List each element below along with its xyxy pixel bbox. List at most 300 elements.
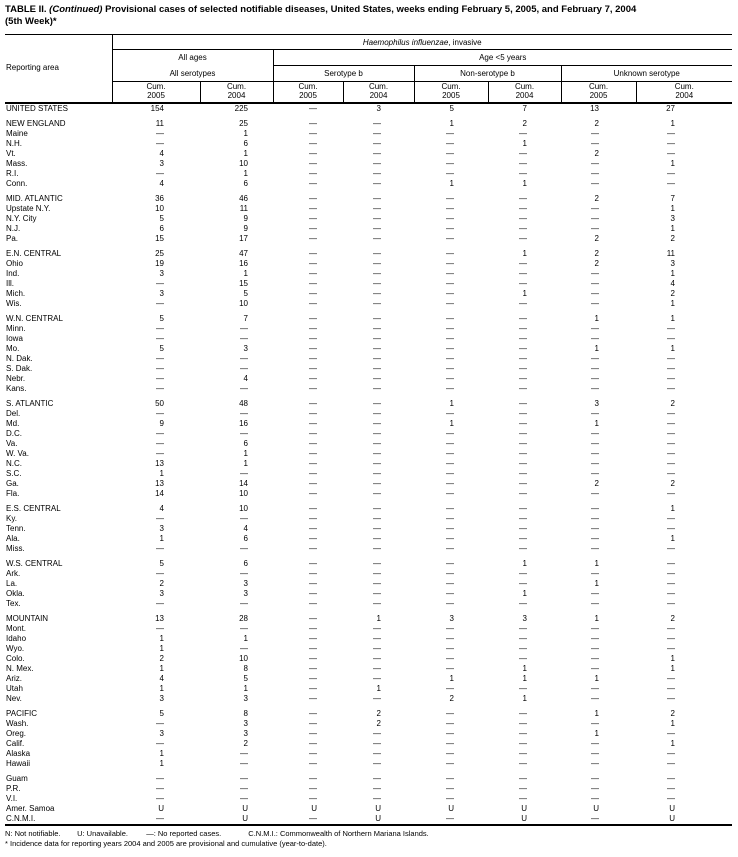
- reporting-area-cell: N. Dak.: [6, 354, 33, 363]
- value-cell: —: [373, 344, 381, 353]
- value-cell: —: [446, 709, 454, 718]
- value-cell: —: [667, 334, 675, 343]
- value-cell: —: [240, 599, 248, 608]
- value-cell: —: [309, 729, 317, 738]
- value-cell: —: [591, 354, 599, 363]
- reporting-area-cell: Miss.: [6, 544, 25, 553]
- value-cell: —: [519, 534, 527, 543]
- table-title: [5, 4, 735, 28]
- value-cell: —: [591, 664, 599, 673]
- value-cell: —: [373, 299, 381, 308]
- value-cell: —: [446, 429, 454, 438]
- value-cell: —: [309, 214, 317, 223]
- value-cell: —: [667, 674, 675, 683]
- value-cell: —: [309, 514, 317, 523]
- value-cell: —: [446, 234, 454, 243]
- table-row: [5, 384, 732, 394]
- reporting-area-cell: W.S. CENTRAL: [6, 559, 63, 568]
- value-cell: 47: [239, 249, 248, 258]
- table-row: [5, 719, 732, 729]
- value-cell: —: [240, 354, 248, 363]
- table-row: [5, 299, 732, 309]
- value-cell: —: [373, 739, 381, 748]
- value-cell: —: [519, 794, 527, 803]
- table-row: [5, 119, 732, 129]
- value-cell: —: [519, 579, 527, 588]
- value-cell: —: [446, 739, 454, 748]
- value-cell: —: [667, 644, 675, 653]
- value-cell: 2: [594, 479, 599, 488]
- value-cell: —: [667, 749, 675, 758]
- value-cell: —: [446, 159, 454, 168]
- value-cell: —: [519, 334, 527, 343]
- value-cell: 5: [243, 289, 248, 298]
- value-cell: —: [446, 634, 454, 643]
- table-row: [5, 364, 732, 374]
- value-cell: 2: [594, 234, 599, 243]
- value-cell: 1: [594, 674, 599, 683]
- value-cell: —: [446, 569, 454, 578]
- value-cell: —: [667, 589, 675, 598]
- value-cell: —: [309, 654, 317, 663]
- value-cell: —: [373, 664, 381, 673]
- value-cell: 15: [155, 234, 164, 243]
- value-cell: —: [309, 364, 317, 373]
- value-cell: —: [373, 759, 381, 768]
- value-cell: —: [667, 684, 675, 693]
- reporting-area-cell: Ariz.: [6, 674, 22, 683]
- value-cell: 1: [670, 119, 675, 128]
- value-cell: —: [591, 469, 599, 478]
- table-row: [5, 439, 732, 449]
- value-cell: —: [309, 119, 317, 128]
- value-cell: 3: [670, 214, 675, 223]
- table-row: [5, 784, 732, 794]
- value-cell: —: [591, 534, 599, 543]
- value-cell: —: [309, 504, 317, 513]
- value-cell: 3: [522, 614, 527, 623]
- value-cell: —: [373, 259, 381, 268]
- reporting-area-cell: Mont.: [6, 624, 27, 633]
- value-cell: —: [156, 784, 164, 793]
- value-cell: —: [667, 384, 675, 393]
- value-cell: 3: [159, 159, 164, 168]
- value-cell: —: [373, 399, 381, 408]
- value-cell: 154: [150, 104, 164, 113]
- value-cell: 1: [594, 614, 599, 623]
- value-cell: —: [446, 354, 454, 363]
- value-cell: —: [667, 559, 675, 568]
- value-cell: 4: [243, 374, 248, 383]
- value-cell: 1: [243, 459, 248, 468]
- value-cell: —: [309, 234, 317, 243]
- value-cell: —: [309, 249, 317, 258]
- value-cell: —: [373, 384, 381, 393]
- value-cell: 1: [670, 224, 675, 233]
- reporting-area-cell: Ky.: [6, 514, 17, 523]
- value-cell: —: [156, 354, 164, 363]
- value-cell: 4: [159, 179, 164, 188]
- value-cell: —: [667, 729, 675, 738]
- value-cell: —: [446, 214, 454, 223]
- value-cell: —: [373, 179, 381, 188]
- table-row: [5, 314, 732, 324]
- value-cell: 48: [239, 399, 248, 408]
- reporting-area-cell: NEW ENGLAND: [6, 119, 66, 128]
- value-cell: 1: [243, 449, 248, 458]
- table-row: [5, 409, 732, 419]
- value-cell: —: [309, 534, 317, 543]
- value-cell: —: [309, 449, 317, 458]
- value-cell: —: [519, 259, 527, 268]
- value-cell: —: [519, 749, 527, 758]
- value-cell: —: [373, 249, 381, 258]
- value-cell: —: [446, 279, 454, 288]
- value-cell: —: [373, 354, 381, 363]
- table-row: [5, 624, 732, 634]
- value-cell: 2: [449, 694, 454, 703]
- col-header-cum-2004: Cum. 2004: [636, 82, 732, 104]
- value-cell: —: [309, 489, 317, 498]
- value-cell: —: [373, 749, 381, 758]
- value-cell: 10: [239, 299, 248, 308]
- value-cell: —: [519, 204, 527, 213]
- reporting-area-cell: P.R.: [6, 784, 21, 793]
- reporting-area-cell: Ohio: [6, 259, 23, 268]
- value-cell: —: [373, 729, 381, 738]
- value-cell: —: [309, 674, 317, 683]
- table-row: [5, 674, 732, 684]
- subgroup-non-serotype-b: Non-serotype b: [414, 66, 561, 82]
- value-cell: —: [667, 784, 675, 793]
- value-cell: 4: [159, 149, 164, 158]
- value-cell: —: [446, 409, 454, 418]
- value-cell: —: [446, 314, 454, 323]
- table-row: [5, 814, 732, 825]
- table-row: [5, 599, 732, 609]
- value-cell: —: [446, 269, 454, 278]
- reporting-area-cell: Wis.: [6, 299, 22, 308]
- reporting-area-cell: C.N.M.I.: [6, 814, 36, 823]
- value-cell: —: [309, 354, 317, 363]
- value-cell: U: [311, 804, 317, 813]
- value-cell: —: [591, 654, 599, 663]
- value-cell: —: [446, 784, 454, 793]
- value-cell: 10: [239, 159, 248, 168]
- value-cell: —: [667, 409, 675, 418]
- value-cell: 3: [594, 399, 599, 408]
- value-cell: —: [591, 739, 599, 748]
- value-cell: —: [240, 334, 248, 343]
- value-cell: —: [446, 299, 454, 308]
- value-cell: —: [373, 559, 381, 568]
- value-cell: —: [446, 749, 454, 758]
- value-cell: —: [446, 489, 454, 498]
- value-cell: —: [373, 374, 381, 383]
- value-cell: 1: [159, 534, 164, 543]
- value-cell: 225: [234, 104, 248, 113]
- value-cell: —: [309, 794, 317, 803]
- continued-label: (Continued): [49, 4, 103, 15]
- value-cell: 4: [159, 504, 164, 513]
- value-cell: —: [309, 469, 317, 478]
- value-cell: —: [591, 129, 599, 138]
- value-cell: 1: [159, 749, 164, 758]
- reporting-area-cell: MOUNTAIN: [6, 614, 49, 623]
- value-cell: —: [519, 479, 527, 488]
- value-cell: 1: [243, 149, 248, 158]
- value-cell: 1: [159, 664, 164, 673]
- value-cell: —: [591, 159, 599, 168]
- value-cell: 1: [522, 694, 527, 703]
- value-cell: —: [519, 324, 527, 333]
- table-body: [5, 103, 732, 825]
- value-cell: 27: [666, 104, 675, 113]
- reporting-area-cell: Ind.: [6, 269, 20, 278]
- value-cell: —: [667, 459, 675, 468]
- value-cell: —: [373, 314, 381, 323]
- value-cell: —: [309, 139, 317, 148]
- value-cell: —: [519, 419, 527, 428]
- reporting-area-cell: Nev.: [6, 694, 22, 703]
- value-cell: 1: [594, 579, 599, 588]
- value-cell: 1: [522, 664, 527, 673]
- reporting-area-cell: Minn.: [6, 324, 26, 333]
- col-header-cum-2005: Cum. 2005: [561, 82, 636, 104]
- value-cell: —: [446, 794, 454, 803]
- reporting-area-cell: Nebr.: [6, 374, 26, 383]
- value-cell: 1: [243, 169, 248, 178]
- value-cell: —: [519, 504, 527, 513]
- value-cell: —: [667, 599, 675, 608]
- value-cell: 2: [670, 479, 675, 488]
- value-cell: —: [591, 439, 599, 448]
- reporting-area-cell: Maine: [6, 129, 28, 138]
- reporting-area-cell: Guam: [6, 774, 28, 783]
- disease-name-italic: Haemophilus influenzae: [362, 37, 449, 47]
- table-row: [5, 644, 732, 654]
- value-cell: 36: [155, 194, 164, 203]
- table-row: [5, 469, 732, 479]
- table-row: [5, 103, 732, 114]
- value-cell: —: [309, 169, 317, 178]
- value-cell: U: [242, 804, 248, 813]
- value-cell: 5: [449, 104, 454, 113]
- value-cell: 15: [239, 279, 248, 288]
- value-cell: —: [373, 479, 381, 488]
- reporting-area-cell: N.J.: [6, 224, 21, 233]
- value-cell: —: [446, 814, 454, 823]
- value-cell: —: [373, 129, 381, 138]
- value-cell: 6: [243, 439, 248, 448]
- value-cell: —: [309, 129, 317, 138]
- col-header-cum-2005: Cum. 2005: [112, 82, 200, 104]
- value-cell: —: [519, 719, 527, 728]
- value-cell: —: [373, 224, 381, 233]
- value-cell: —: [591, 269, 599, 278]
- value-cell: —: [591, 684, 599, 693]
- value-cell: 9: [243, 214, 248, 223]
- value-cell: —: [446, 774, 454, 783]
- value-cell: —: [446, 324, 454, 333]
- value-cell: —: [240, 469, 248, 478]
- col-header-cum-2005: Cum. 2005: [414, 82, 488, 104]
- value-cell: —: [309, 559, 317, 568]
- value-cell: 1: [670, 654, 675, 663]
- value-cell: 1: [670, 299, 675, 308]
- value-cell: —: [373, 599, 381, 608]
- reporting-area-cell: Mo.: [6, 344, 20, 353]
- value-cell: —: [446, 384, 454, 393]
- reporting-area-cell: S. ATLANTIC: [6, 399, 54, 408]
- value-cell: —: [519, 524, 527, 533]
- value-cell: 1: [376, 684, 381, 693]
- value-cell: —: [591, 759, 599, 768]
- value-cell: —: [373, 429, 381, 438]
- value-cell: —: [519, 159, 527, 168]
- value-cell: —: [667, 139, 675, 148]
- value-cell: —: [156, 429, 164, 438]
- table-row: [5, 214, 732, 224]
- reporting-area-cell: Vt.: [6, 149, 16, 158]
- value-cell: —: [519, 774, 527, 783]
- value-cell: 4: [670, 279, 675, 288]
- reporting-area-cell: Tex.: [6, 599, 21, 608]
- value-cell: U: [669, 804, 675, 813]
- value-cell: U: [593, 804, 599, 813]
- value-cell: —: [309, 324, 317, 333]
- table-row: [5, 614, 732, 624]
- value-cell: 2: [670, 399, 675, 408]
- value-cell: —: [591, 589, 599, 598]
- table-header: [5, 35, 732, 104]
- value-cell: —: [591, 459, 599, 468]
- value-cell: —: [519, 224, 527, 233]
- value-cell: —: [519, 654, 527, 663]
- reporting-area-cell: N.Y. City: [6, 214, 37, 223]
- value-cell: —: [446, 524, 454, 533]
- table-row: [5, 159, 732, 169]
- value-cell: —: [591, 749, 599, 758]
- value-cell: 1: [243, 684, 248, 693]
- reporting-area-cell: R.I.: [6, 169, 19, 178]
- reporting-area-cell: W.N. CENTRAL: [6, 314, 63, 323]
- value-cell: —: [373, 289, 381, 298]
- value-cell: —: [240, 364, 248, 373]
- table-row: [5, 224, 732, 234]
- value-cell: —: [309, 634, 317, 643]
- table-row: [5, 269, 732, 279]
- value-cell: U: [375, 804, 381, 813]
- table-row: [5, 524, 732, 534]
- value-cell: —: [446, 469, 454, 478]
- value-cell: 1: [522, 559, 527, 568]
- value-cell: —: [240, 624, 248, 633]
- group-all-ages: All ages: [112, 50, 273, 66]
- table-row: [5, 344, 732, 354]
- value-cell: —: [591, 364, 599, 373]
- value-cell: —: [667, 514, 675, 523]
- value-cell: —: [309, 739, 317, 748]
- value-cell: —: [309, 459, 317, 468]
- value-cell: —: [591, 289, 599, 298]
- reporting-area-cell: N.C.: [6, 459, 22, 468]
- value-cell: —: [446, 169, 454, 178]
- reporting-area-cell: Pa.: [6, 234, 19, 243]
- value-cell: 7: [243, 314, 248, 323]
- disease-header: [112, 35, 732, 50]
- reporting-area-cell: Wash.: [6, 719, 29, 728]
- value-cell: —: [309, 419, 317, 428]
- value-cell: —: [446, 459, 454, 468]
- value-cell: —: [309, 159, 317, 168]
- value-cell: 1: [449, 119, 454, 128]
- value-cell: 1: [670, 504, 675, 513]
- value-cell: —: [591, 324, 599, 333]
- value-cell: 2: [594, 149, 599, 158]
- reporting-area-cell: Ark.: [6, 569, 21, 578]
- value-cell: —: [667, 759, 675, 768]
- value-cell: U: [521, 814, 527, 823]
- reporting-area-cell: Mich.: [6, 289, 26, 298]
- value-cell: 10: [239, 654, 248, 663]
- value-cell: —: [591, 489, 599, 498]
- table-row: [5, 774, 732, 784]
- value-cell: —: [446, 624, 454, 633]
- value-cell: 1: [449, 179, 454, 188]
- value-cell: 1: [670, 739, 675, 748]
- value-cell: —: [446, 129, 454, 138]
- value-cell: —: [156, 439, 164, 448]
- reporting-area-cell: Colo.: [6, 654, 25, 663]
- value-cell: —: [667, 794, 675, 803]
- value-cell: 11: [239, 204, 248, 213]
- value-cell: —: [156, 139, 164, 148]
- subgroup-unknown-serotype: Unknown serotype: [561, 66, 732, 82]
- table-row: [5, 559, 732, 569]
- value-cell: —: [240, 409, 248, 418]
- value-cell: 1: [594, 314, 599, 323]
- reporting-area-cell: Kans.: [6, 384, 27, 393]
- footnote-incidence-note: * Incidence data for reporting years 2004 and 2005 are provisional and cumulative (year-to-date).: [5, 838, 327, 848]
- reporting-area-cell: Del.: [6, 409, 21, 418]
- value-cell: —: [373, 324, 381, 333]
- value-cell: —: [309, 299, 317, 308]
- value-cell: —: [446, 589, 454, 598]
- table-row: [5, 504, 732, 514]
- value-cell: —: [446, 204, 454, 213]
- reporting-area-cell: V.I.: [6, 794, 18, 803]
- value-cell: —: [667, 449, 675, 458]
- value-cell: —: [519, 279, 527, 288]
- value-cell: 5: [159, 214, 164, 223]
- value-cell: —: [446, 719, 454, 728]
- value-cell: —: [156, 449, 164, 458]
- table-row: [5, 709, 732, 719]
- value-cell: 3: [159, 694, 164, 703]
- value-cell: U: [375, 814, 381, 823]
- value-cell: —: [156, 364, 164, 373]
- value-cell: —: [309, 579, 317, 588]
- value-cell: —: [309, 269, 317, 278]
- table-row: [5, 149, 732, 159]
- value-cell: —: [519, 344, 527, 353]
- value-cell: —: [156, 384, 164, 393]
- value-cell: —: [373, 169, 381, 178]
- value-cell: 3: [376, 104, 381, 113]
- value-cell: 46: [239, 194, 248, 203]
- reporting-area-cell: Ill.: [6, 279, 14, 288]
